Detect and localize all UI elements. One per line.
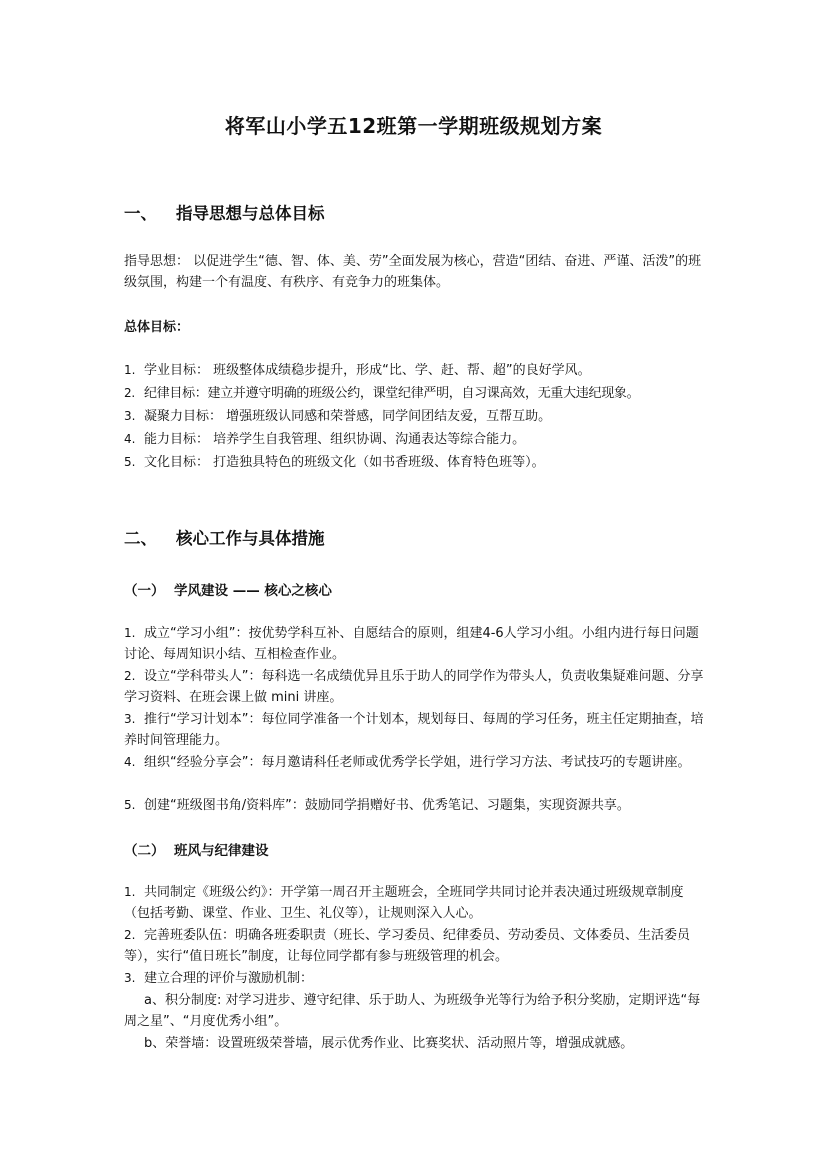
list-item: 3. 建立合理的评价与激励机制： xyxy=(124,971,314,986)
section-title: 指导思想与总体目标 xyxy=(176,204,325,223)
subsection-heading-2: （二） 班风与纪律建设 xyxy=(124,843,269,859)
goal-item: 5. 文化目标： 打造独具特色的班级文化（如书香班级、体育特色班等）。 xyxy=(124,455,545,470)
list-item: 1. 共同制定《班级公约》：开学第一周召开主题班会，全班同学共同讨论并表决通过班级规章制度（包括考勤、课堂、作业、卫生、礼仪等），让规则深入人心。 xyxy=(124,885,684,921)
list-item: 4. 组织“经验分享会”：每月邀请科任老师或优秀学长学姐，进行学习方法、考试技巧的专题讲座。 xyxy=(124,755,691,770)
goal-item: 4. 能力目标： 培养学生自我管理、组织协调、沟通表达等综合能力。 xyxy=(124,432,526,447)
goal-item: 3. 凝聚力目标： 增强班级认同感和荣誉感，同学间团结友爱，互帮互助。 xyxy=(124,409,552,424)
list-item: 5. 创建“班级图书角/资料库”：鼓励同学捐赠好书、优秀笔记、习题集，实现资源共享。 xyxy=(124,798,630,813)
list-item: 3. 推行“学习计划本”：每位同学准备一个计划本，规划每日、每周的学习任务，班主任定期抽查，培养时间管理能力。 xyxy=(124,712,704,748)
section-heading-2 xyxy=(124,525,325,549)
guiding-paragraph: 指导思想： 以促进学生“德、智、体、美、劳”全面发展为核心，营造“团结、奋进、严谨、活泼”的班级氛围，构建一个有温度、有秩序、有竞争力的班集体。 xyxy=(124,254,702,290)
section-title: 核心工作与具体措施 xyxy=(176,529,325,548)
goal-item: 2. 纪律目标：建立并遵守明确的班级公约，课堂纪律严明，自习课高效，无重大违纪现象。 xyxy=(124,386,640,401)
goal-item: 1. 学业目标： 班级整体成绩稳步提升，形成“比、学、赶、帮、超”的良好学风。 xyxy=(124,363,591,378)
subsection-heading-1: （一） 学风建设 —— 核心之核心 xyxy=(124,583,332,599)
page-title: 将军山小学五12班第一学期班级规划方案 xyxy=(224,114,603,138)
section-heading-1 xyxy=(124,200,325,224)
list-item: 1. 成立“学习小组”：按优势学科互补、自愿结合的原则，组建4-6人学习小组。小组内进行每日问题讨论、每周知识小结、互相检查作业。 xyxy=(124,626,699,662)
section-number: 一、 xyxy=(124,204,157,223)
goals-label: 总体目标： xyxy=(124,320,190,335)
sub-list-item: b、荣誉墙：设置班级荣誉墙，展示优秀作业、比赛奖状、活动照片等，增强成就感。 xyxy=(144,1036,634,1051)
sub-list-item: a、积分制度: 对学习进步、遵守纪律、乐于助人、为班级争光等行为给予积分奖励，定期评选“每周之星”、“月度优秀小组”。 xyxy=(124,993,701,1029)
list-item: 2. 完善班委队伍：明确各班委职责（班长、学习委员、纪律委员、劳动委员、文体委员、生活委员等），实行“值日班长”制度，让每位同学都有参与班级管理的机会。 xyxy=(124,928,691,964)
list-item: 2. 设立“学科带头人”：每科选一名成绩优异且乐于助人的同学作为带头人，负责收集疑难问题、分享学习资料、在班会课上做 mini 讲座。 xyxy=(124,669,704,705)
section-number: 二、 xyxy=(124,529,157,548)
